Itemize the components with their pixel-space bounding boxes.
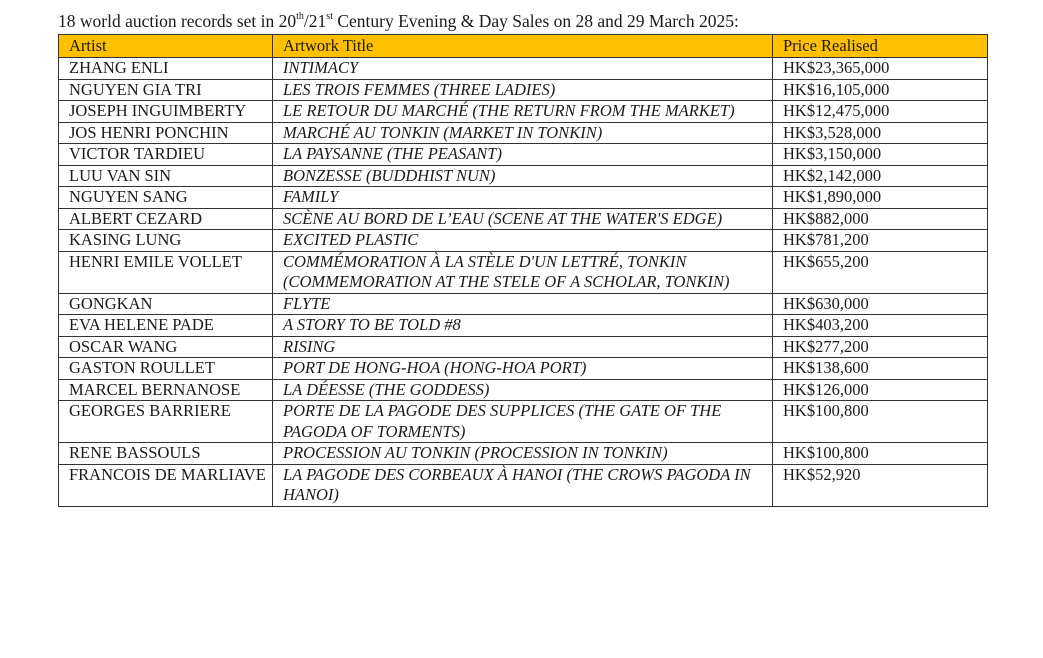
artwork-title-cell: PROCESSION AU TONKIN (PROCESSION IN TONKIN) (273, 443, 773, 465)
artwork-title-cell: LA DÉESSE (THE GODDESS) (273, 379, 773, 401)
table-header (59, 35, 988, 58)
price-cell: HK$23,365,000 (773, 58, 988, 80)
price-cell: HK$52,920 (773, 464, 988, 506)
price-cell: HK$277,200 (773, 336, 988, 358)
artwork-title-cell: RISING (273, 336, 773, 358)
price-cell: HK$3,150,000 (773, 144, 988, 166)
table-row (59, 315, 988, 337)
price-cell: HK$781,200 (773, 230, 988, 252)
heading-middle: /21 (303, 11, 327, 31)
heading-prefix: 18 world auction records set in 20 (58, 11, 297, 31)
header-row (59, 35, 988, 58)
artist-cell: NGUYEN GIA TRI (59, 79, 273, 101)
price-cell: HK$12,475,000 (773, 101, 988, 123)
table-row (59, 443, 988, 465)
table-row (59, 251, 988, 293)
artwork-title-cell: LA PAYSANNE (THE PEASANT) (273, 144, 773, 166)
artwork-title-cell: COMMÉMORATION À LA STÈLE D'UN LETTRÉ, TONKIN (COMMEMORATION AT THE STELE OF A SCHOLAR, TONKIN) (273, 251, 773, 293)
artwork-title-cell: LE RETOUR DU MARCHÉ (THE RETURN FROM THE MARKET) (273, 101, 773, 123)
table-row (59, 379, 988, 401)
price-cell: HK$655,200 (773, 251, 988, 293)
artist-cell: MARCEL BERNANOSE (59, 379, 273, 401)
table-row (59, 79, 988, 101)
heading-superscript-st: st (326, 11, 333, 23)
artist-cell: HENRI EMILE VOLLET (59, 251, 273, 293)
artist-cell: ALBERT CEZARD (59, 208, 273, 230)
price-cell: HK$403,200 (773, 315, 988, 337)
heading-superscript-th: th (296, 11, 304, 23)
artist-cell: FRANCOIS DE MARLIAVE (59, 464, 273, 506)
table-row (59, 336, 988, 358)
artwork-title-cell: FAMILY (273, 187, 773, 209)
artwork-title-cell: LA PAGODE DES CORBEAUX À HANOI (THE CROWS PAGODA IN HANOI) (273, 464, 773, 506)
price-cell: HK$882,000 (773, 208, 988, 230)
artist-cell: GONGKAN (59, 293, 273, 315)
price-cell: HK$3,528,000 (773, 122, 988, 144)
price-cell: HK$2,142,000 (773, 165, 988, 187)
artwork-title-cell: MARCHÉ AU TONKIN (MARKET IN TONKIN) (273, 122, 773, 144)
auction-records-table (58, 34, 988, 507)
artist-cell: GEORGES BARRIERE (59, 401, 273, 443)
table-row (59, 208, 988, 230)
table-row (59, 401, 988, 443)
table-row (59, 230, 988, 252)
table-row (59, 187, 988, 209)
artwork-title-cell: EXCITED PLASTIC (273, 230, 773, 252)
price-cell: HK$100,800 (773, 443, 988, 465)
header-artist: Artist (59, 35, 273, 58)
price-cell: HK$100,800 (773, 401, 988, 443)
header-price-realised: Price Realised (773, 35, 988, 58)
artist-cell: OSCAR WANG (59, 336, 273, 358)
table-row (59, 122, 988, 144)
artist-cell: ZHANG ENLI (59, 58, 273, 80)
table-row (59, 165, 988, 187)
artwork-title-cell: A STORY TO BE TOLD #8 (273, 315, 773, 337)
artwork-title-cell: BONZESSE (BUDDHIST NUN) (273, 165, 773, 187)
header-artwork-title: Artwork Title (273, 35, 773, 58)
table-row (59, 144, 988, 166)
artist-cell: KASING LUNG (59, 230, 273, 252)
artwork-title-cell: FLYTE (273, 293, 773, 315)
artist-cell: GASTON ROULLET (59, 358, 273, 380)
table-row (59, 58, 988, 80)
artist-cell: LUU VAN SIN (59, 165, 273, 187)
artist-cell: RENE BASSOULS (59, 443, 273, 465)
table-row (59, 101, 988, 123)
table-row (59, 358, 988, 380)
price-cell: HK$126,000 (773, 379, 988, 401)
table-body (59, 58, 988, 507)
artist-cell: NGUYEN SANG (59, 187, 273, 209)
artwork-title-cell: LES TROIS FEMMES (THREE LADIES) (273, 79, 773, 101)
artwork-title-cell: INTIMACY (273, 58, 773, 80)
artist-cell: EVA HELENE PADE (59, 315, 273, 337)
artist-cell: JOSEPH INGUIMBERTY (59, 101, 273, 123)
price-cell: HK$630,000 (773, 293, 988, 315)
artist-cell: JOS HENRI PONCHIN (59, 122, 273, 144)
artwork-title-cell: SCÈNE AU BORD DE L’EAU (SCENE AT THE WATER'S EDGE) (273, 208, 773, 230)
artist-cell: VICTOR TARDIEU (59, 144, 273, 166)
artwork-title-cell: PORTE DE LA PAGODE DES SUPPLICES (THE GATE OF THE PAGODA OF TORMENTS) (273, 401, 773, 443)
heading-suffix: Century Evening & Day Sales on 28 and 29 March 2025: (332, 11, 739, 31)
page-heading (58, 10, 739, 32)
price-cell: HK$1,890,000 (773, 187, 988, 209)
table-row (59, 464, 988, 506)
price-cell: HK$138,600 (773, 358, 988, 380)
table-row (59, 293, 988, 315)
artwork-title-cell: PORT DE HONG-HOA (HONG-HOA PORT) (273, 358, 773, 380)
price-cell: HK$16,105,000 (773, 79, 988, 101)
